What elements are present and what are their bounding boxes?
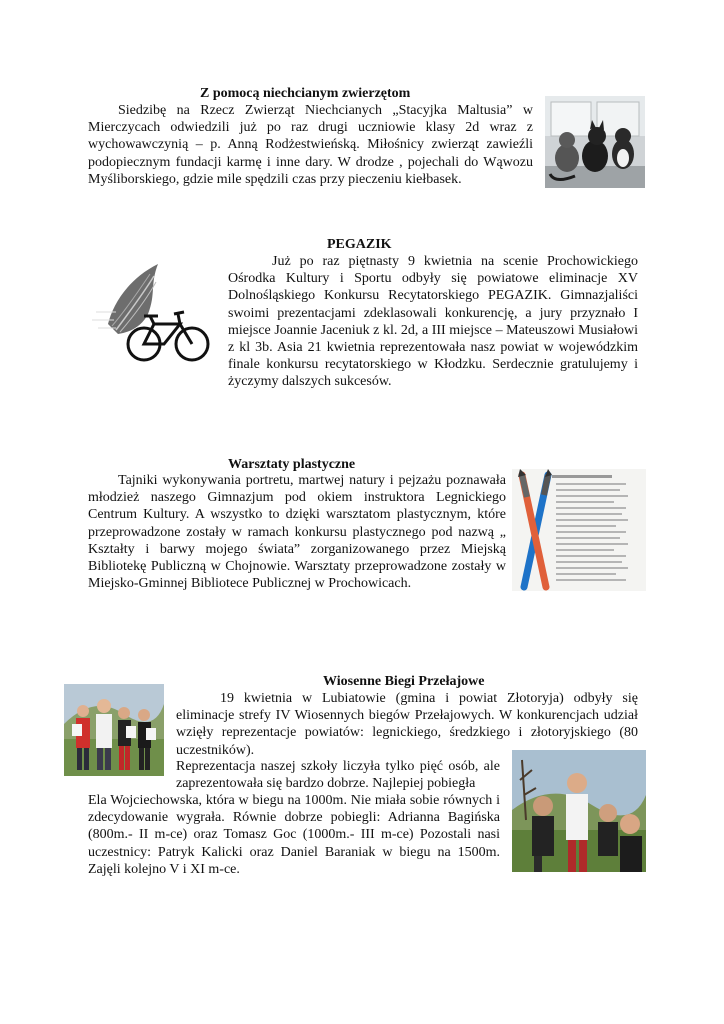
article-title-animals: Z pomocą niechcianym zwierzętom xyxy=(200,86,411,101)
article-text-workshops: Tajniki wykonywania portretu, martwej natury i pejzażu poznawała młodzież naszego Gimnazjum pod okiem instruktora Legnickiego Centrum Kultury. A wszystko to dzięki warsztatom plastycznym, które przeprowadzone zostały w ramach konkursu plastycznego pod nazwą „ Kształty i barwy mojego świata” zorganizowanego przez Miejską Bibliotekę Publiczną w Chojnowie. Warsztaty przeprowadzone zostały w Miejsko-Gminnej Bibliotece Publicznej w Prochowicach. xyxy=(88,473,506,592)
article-text-running-results: Ela Wojciechowska, która w biegu na 1000m. Nie miała sobie równych i zdecydowanie wygrała. Równie dobrze pobiegli: Adrianna Bagińska (800m.- II m-ce) oraz Tomasz Goc (1000m.- III m-ce) Pozostali nasi uczestnicy: Patryk Kalicki oraz Daniel Baraniak w biegu na 1500m. Zajęli kolejno V i XI m-ce. xyxy=(88,793,500,877)
article-text-running-intro: 19 kwietnia w Lubiatowie (gmina i powiat Złotoryja) odbyły się eliminacje strefy IV Wiosennych biegów Przełajowych. W konkurencjach udział wzięły reprezentacje powiatów: legnickiego, średzkiego i złotoryjskiego (80 uczestników). xyxy=(176,691,638,758)
article-title-running: Wiosenne Biegi Przełajowe xyxy=(323,674,485,689)
article-title-pegazik: PEGAZIK xyxy=(327,237,392,252)
runners-with-diplomas-photo xyxy=(64,684,164,776)
article-text-pegazik: Już po raz piętnasty 9 kwietnia na scenie Prochowickiego Ośrodka Kultury i Sportu odbyły się powiatowe eliminacje XV Dolnośląskiego Konkursu Recytatorskiego PEGAZIK. Gimnazjaliści swoimi prezentacjami zdeklasowali konkurencję, a jury przyznało I miejsce Joannie Jaceniuk z kl. 2d, a III miejsce – Mateuszowi Musiałowi z kl 3b. Asia 21 kwietnia reprezentowała nasz powiat w wojewódzkim finale konkursu recytatorskiego w Kłodzku. Serdecznie gratulujemy i życzymy dalszych sukcesów. xyxy=(228,254,638,390)
cats-photo xyxy=(545,96,645,188)
article-title-workshops: Warsztaty plastyczne xyxy=(228,457,356,472)
winged-bicycle-icon xyxy=(88,254,216,372)
runners-group-photo xyxy=(512,750,646,872)
article-text-running-team: Reprezentacja naszej szkoły liczyła tylko pięć osób, ale zaprezentowała się bardzo dobrze. Najlepiej pobiegła xyxy=(176,759,500,792)
article-text-animals: Siedzibę na Rzecz Zwierząt Niechcianych „Stacyjka Maltusia” w Mierczycach odwiedzili już po raz drugi uczniowie klasy 2d wraz z wychowawczynią – p. Anną Rodżestwieńską. Miłośnicy zwierząt zawieźli podopiecznym fundacji karmę i inne dary. W drodze , pojechali do Wąwozu Myśliborskiego, gdzie mile spędzili czas przy pieczeniu kiełbasek. xyxy=(88,103,533,187)
paintbrushes-image xyxy=(512,469,646,591)
